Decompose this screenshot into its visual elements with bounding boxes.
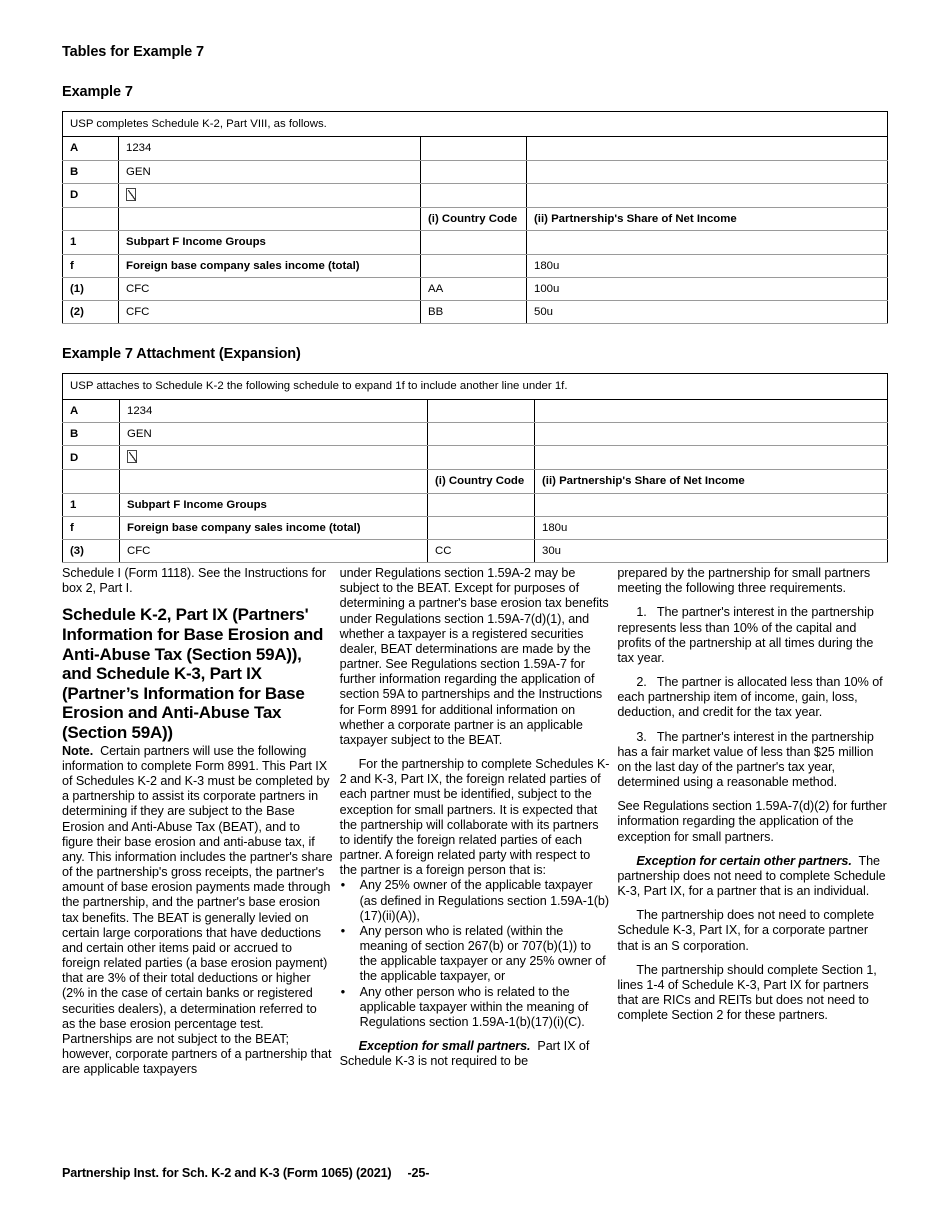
table-row xyxy=(63,160,888,183)
row-description: CFC xyxy=(120,540,428,563)
row-description: Subpart F Income Groups xyxy=(119,231,421,254)
row-label: (3) xyxy=(63,540,120,563)
numbered-item xyxy=(617,675,888,721)
row-label: A xyxy=(63,399,120,422)
table-row xyxy=(63,137,888,160)
section-title-example-7-attachment: Example 7 Attachment (Expansion) xyxy=(62,346,301,363)
table-row xyxy=(63,183,888,207)
paragraph-small-partner-requirements: prepared by the partnership for small partners meeting the following three requirements. xyxy=(617,566,871,596)
row-amount: 180u xyxy=(527,254,888,277)
row-amount xyxy=(527,231,888,254)
row-amount xyxy=(535,422,888,445)
row-amount: 100u xyxy=(527,277,888,300)
row-country-code: AA xyxy=(421,277,527,300)
numbered-item xyxy=(617,605,888,666)
row-amount xyxy=(535,493,888,516)
row-amount xyxy=(527,183,888,207)
table-row xyxy=(63,446,888,470)
paragraph-carryover: Schedule I (Form 1118). See the Instructions for box 2, Part I. xyxy=(62,566,327,596)
exception-small-partners-label: Exception for small partners. xyxy=(358,1039,531,1054)
row-country-code: CC xyxy=(428,540,535,563)
column-header-blank-1 xyxy=(63,470,120,493)
table-caption: USP attaches to Schedule K-2 the following schedule to expand 1f to include another line under 1f. xyxy=(63,374,888,399)
row-description: CFC xyxy=(119,301,421,324)
row-description: GEN xyxy=(120,422,428,445)
row-country-code xyxy=(421,254,527,277)
row-label: D xyxy=(63,446,120,470)
row-label: A xyxy=(63,137,119,160)
table-row xyxy=(63,516,888,539)
exception-other-partners-body: The partnership does not need to complete Schedule K-3, Part IX, for a partner that is an individual. xyxy=(617,853,886,899)
table-row xyxy=(63,254,888,277)
row-amount: 50u xyxy=(527,301,888,324)
column-header-blank-1 xyxy=(63,208,119,231)
table-caption-row xyxy=(63,112,888,137)
row-country-code xyxy=(428,446,535,470)
column-header-blank-2 xyxy=(120,470,428,493)
note-body: Certain partners will use the following information to complete Form 8991. This Part IX of Schedules K-2 and K-3 must be completed by a partnership to assist its corporate partners in determining if they are subject to the Base Erosion and Anti-Abuse Tax (BEAT), and to figure their base erosion and anti-abuse tax, if any. This information includes the partner's share of the partnership's gross receipts, the partner's amount of base erosion payments made through the partnership, and the partner's base erosion tax benefits. The BEAT is generally levied on certain large corporations that have deductions and certain other items paid or accrued to foreign related parties (a base erosion payment) that are 3% of their total deductions or higher (2% in the case of certain banks or registered securities dealers), a determination referred to as the base erosion percentage test. Partnerships are not subject to the BEAT; however, corporate partners of a partnership that are applicable taxpayers xyxy=(62,743,333,1077)
row-country-code: BB xyxy=(421,301,527,324)
row-amount: 180u xyxy=(535,516,888,539)
row-label: B xyxy=(63,422,120,445)
column-header-blank-2 xyxy=(119,208,421,231)
section-heading-schedule-k2-part-ix: Schedule K-2, Part IX (Partners' Information for Base Erosion and Anti-Abuse Tax (Section 59A)), and Schedule K-3, Part IX (Partner’s Information for Base Erosion and Anti-Abuse Tax (Section 59A)) xyxy=(62,605,324,743)
paragraph-see-regulations: See Regulations section 1.59A-7(d)(2) for further information regarding the application of the exception for small partners. xyxy=(617,799,887,844)
paragraph-rics-and-reits: The partnership should complete Section 1, lines 1-4 of Schedule K-3, Part IX for partners that are RICs and REITs but does not need to complete Section 2 for these partners. xyxy=(617,962,877,1023)
row-description xyxy=(120,446,428,470)
table-column-header-row xyxy=(63,470,888,493)
row-description: Subpart F Income Groups xyxy=(120,493,428,516)
note-label: Note. xyxy=(62,743,94,758)
numbered-item xyxy=(617,730,888,791)
paragraph-exception-small-partners xyxy=(340,1039,611,1069)
page-title: Tables for Example 7 xyxy=(62,44,204,60)
column-header-country-code: (i) Country Code xyxy=(428,470,535,493)
exception-other-partners-label: Exception for certain other partners. xyxy=(636,853,852,868)
row-amount: 30u xyxy=(535,540,888,563)
body-column-2 xyxy=(340,566,611,1078)
row-label: (1) xyxy=(63,277,119,300)
row-label: f xyxy=(63,254,119,277)
row-country-code xyxy=(421,160,527,183)
list-item: • Any person who is related (within the meaning of section 267(b) or 707(b)(1)) to the applicable taxpayer or any 25% owner of the applicable taxpayer, or xyxy=(340,924,611,985)
row-label: B xyxy=(63,160,119,183)
numbered-item-text: The partner's interest in the partnership represents less than 10% of the capital and profits of the partnership at all times during the tax year. xyxy=(617,605,874,665)
exception-small-partners-body: Part IX of Schedule K-3 is not required to be xyxy=(339,1039,590,1069)
row-country-code xyxy=(421,183,527,207)
table-row xyxy=(63,493,888,516)
paragraph-foreign-related-parties: For the partnership to complete Schedules K-2 and K-3, Part IX, the foreign related parties of each partner must be identified, subject to the exception for small partners. It is expected that the partnership will collaborate with its partners to identify the foreign related parties of each partner. A foreign related party with respect to the partner is a foreign person that is: xyxy=(339,757,610,878)
row-description: 1234 xyxy=(119,137,421,160)
row-description: CFC xyxy=(119,277,421,300)
row-description: GEN xyxy=(119,160,421,183)
numbered-item-number: 1. xyxy=(636,605,647,620)
table-row xyxy=(63,231,888,254)
row-country-code xyxy=(428,422,535,445)
row-label: D xyxy=(63,183,119,207)
row-country-code xyxy=(428,516,535,539)
paragraph-beat-determinations: under Regulations section 1.59A-2 may be subject to the BEAT. Except for purposes of determining a partner's base erosion tax benefits under Regulations section 1.59A-7(d)(1), and whether a taxpayer is a registered securities dealer, BEAT determinations are made by the partner. See Regulations section 1.59A-7 for further information regarding the application of section 59A to partnerships and the Instructions for Form 8991 for additional information on whether a corporate partner is an applicable taxpayer subject to the BEAT. xyxy=(339,566,609,747)
table-row xyxy=(63,540,888,563)
paragraph-s-corporation-partner: The partnership does not need to complete Schedule K-3, Part IX, for a corporate partner that is an S corporation. xyxy=(617,908,875,953)
column-header-net-income: (ii) Partnership's Share of Net Income xyxy=(527,208,888,231)
section-title-example-7: Example 7 xyxy=(62,84,133,100)
table-column-header-row xyxy=(63,208,888,231)
table-caption-row xyxy=(63,374,888,399)
column-header-country-code: (i) Country Code xyxy=(421,208,527,231)
paragraph-exception-certain-other-partners xyxy=(617,854,888,900)
row-description xyxy=(119,183,421,207)
row-description: Foreign base company sales income (total) xyxy=(120,516,428,539)
footer-document-title: Partnership Inst. for Sch. K-2 and K-3 (Form 1065) (2021) xyxy=(62,1166,392,1180)
row-amount xyxy=(535,446,888,470)
numbered-item-text: The partner's interest in the partnership has a fair market value of less than $25 million on the last day of the partner's tax year, determined using a reasonable method. xyxy=(617,729,874,790)
example-7-table xyxy=(62,111,888,324)
table-row xyxy=(63,422,888,445)
row-country-code xyxy=(421,231,527,254)
row-label: 1 xyxy=(63,231,119,254)
example-7-attachment-table xyxy=(62,373,888,563)
checkbox-checked-icon[interactable] xyxy=(126,188,136,201)
foreign-related-party-list xyxy=(340,878,611,1030)
body-column-1 xyxy=(62,566,333,1078)
row-label: f xyxy=(63,516,120,539)
page-footer xyxy=(62,1166,429,1180)
body-column-3 xyxy=(617,566,888,1078)
row-country-code xyxy=(421,137,527,160)
table-caption: USP completes Schedule K-2, Part VIII, as follows. xyxy=(63,112,888,137)
row-country-code xyxy=(428,399,535,422)
table-row xyxy=(63,301,888,324)
footer-page-number: -25- xyxy=(407,1166,430,1180)
table-row xyxy=(63,399,888,422)
row-country-code xyxy=(428,493,535,516)
row-description: 1234 xyxy=(120,399,428,422)
table-row xyxy=(63,277,888,300)
body-columns xyxy=(62,566,888,1078)
list-item: • Any 25% owner of the applicable taxpayer (as defined in Regulations section 1.59A-1(b)(17)(ii)(A)), xyxy=(340,878,611,924)
list-item: • Any other person who is related to the applicable taxpayer within the meaning of Regulations section 1.59A-1(b)(17)(i)(C). xyxy=(340,985,611,1031)
column-header-net-income: (ii) Partnership's Share of Net Income xyxy=(535,470,888,493)
numbered-item-text: The partner is allocated less than 10% of each partnership item of income, gain, loss, deduction, and credit for the tax year. xyxy=(617,675,883,720)
row-amount xyxy=(527,137,888,160)
row-label: (2) xyxy=(63,301,119,324)
numbered-item-number: 2. xyxy=(636,675,647,690)
numbered-item-number: 3. xyxy=(636,729,647,744)
note-paragraph xyxy=(62,744,333,1078)
row-description: Foreign base company sales income (total) xyxy=(119,254,421,277)
row-amount xyxy=(535,399,888,422)
row-label: 1 xyxy=(63,493,120,516)
row-amount xyxy=(527,160,888,183)
checkbox-checked-icon[interactable] xyxy=(127,450,137,463)
